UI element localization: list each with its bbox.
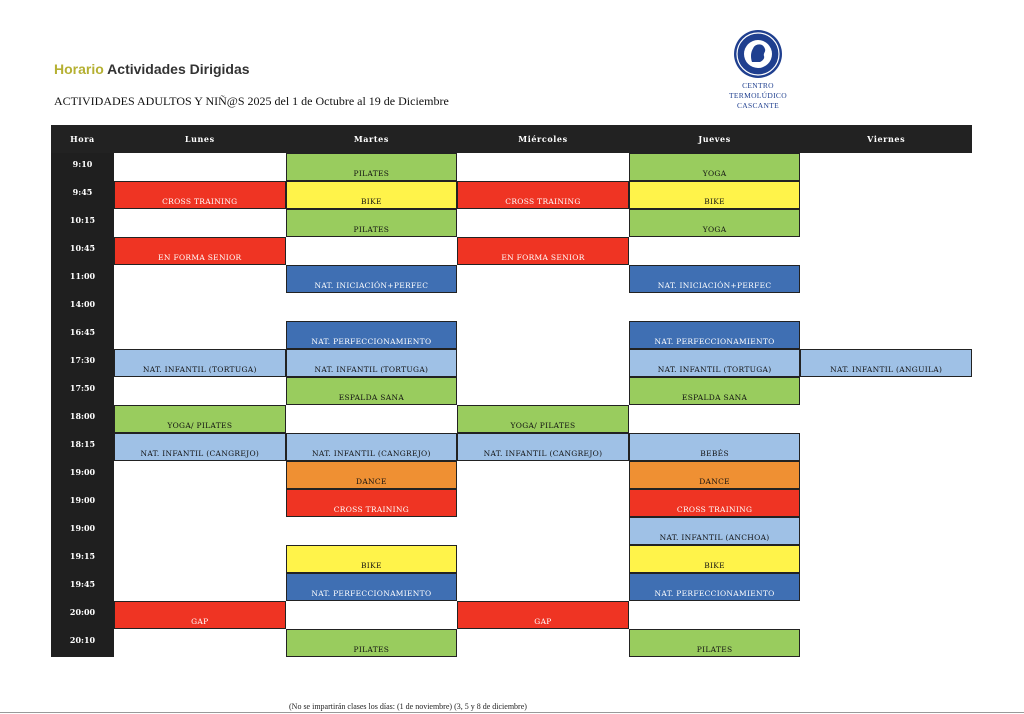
activity-cell: DANCE bbox=[629, 461, 801, 489]
activity-cell: NAT. PERFECCIONAMIENTO bbox=[286, 573, 458, 601]
activity-cell: GAP bbox=[457, 601, 629, 629]
activity-cell: NAT. INFANTIL (CANGREJO) bbox=[457, 433, 629, 461]
activity-cell: EN FORMA SENIOR bbox=[457, 237, 629, 265]
activity-cell: BEBÉS bbox=[629, 433, 801, 461]
activity-cell: NAT. INFANTIL (ANCHOA) bbox=[629, 517, 801, 545]
hour-cell: 18:00 bbox=[51, 405, 114, 433]
hour-cell: 19:00 bbox=[51, 461, 114, 489]
page-title bbox=[54, 61, 250, 77]
page-subtitle: ACTIVIDADES ADULTOS Y NIÑ@S 2025 del 1 de Octubre al 19 de Diciembre bbox=[54, 94, 449, 108]
hour-cell: 19:15 bbox=[51, 545, 114, 573]
hour-cell: 19:45 bbox=[51, 573, 114, 601]
activity-cell: NAT. INICIACIÓN+PERFEC bbox=[629, 265, 801, 293]
activity-cell: NAT. INFANTIL (ANGUILA) bbox=[800, 349, 972, 377]
column-header-miércoles: Miércoles bbox=[457, 125, 629, 153]
activity-cell: PILATES bbox=[629, 629, 801, 657]
hour-cell: 18:15 bbox=[51, 433, 114, 461]
activity-cell: BIKE bbox=[286, 545, 458, 573]
hour-cell: 17:50 bbox=[51, 377, 114, 405]
activity-cell: CROSS TRAINING bbox=[286, 489, 458, 517]
hour-cell: 10:15 bbox=[51, 209, 114, 237]
column-header-jueves: Jueves bbox=[629, 125, 801, 153]
centre-logo bbox=[724, 28, 792, 110]
logo-line-2: TERMOLÚDICO bbox=[729, 91, 787, 100]
column-header-martes: Martes bbox=[286, 125, 458, 153]
activity-cell: PILATES bbox=[286, 629, 458, 657]
activity-cell: EN FORMA SENIOR bbox=[114, 237, 286, 265]
hour-cell: 14:00 bbox=[51, 293, 114, 321]
activity-cell: PILATES bbox=[286, 153, 458, 181]
hour-cell: 17:30 bbox=[51, 349, 114, 377]
activity-cell: DANCE bbox=[286, 461, 458, 489]
hour-cell: 19:00 bbox=[51, 517, 114, 545]
activity-cell: YOGA bbox=[629, 209, 801, 237]
logo-line-3: CASCANTE bbox=[737, 101, 779, 110]
closure-note: (No se impartirán clases los días: (1 de noviembre) (3, 5 y 8 de diciembre) bbox=[289, 702, 527, 711]
medallion-icon bbox=[732, 28, 784, 80]
activity-cell: CROSS TRAINING bbox=[114, 181, 286, 209]
activity-cell: PILATES bbox=[286, 209, 458, 237]
logo-line-1: CENTRO bbox=[742, 81, 774, 90]
hour-cell: 20:00 bbox=[51, 601, 114, 629]
activity-cell: YOGA bbox=[629, 153, 801, 181]
activity-cell: BIKE bbox=[629, 545, 801, 573]
activity-cell: CROSS TRAINING bbox=[629, 489, 801, 517]
activity-cell: NAT. INFANTIL (TORTUGA) bbox=[114, 349, 286, 377]
activity-cell: NAT. PERFECCIONAMIENTO bbox=[286, 321, 458, 349]
activity-cell: ESPALDA SANA bbox=[629, 377, 801, 405]
hour-cell: 10:45 bbox=[51, 237, 114, 265]
hour-cell: 9:10 bbox=[51, 153, 114, 181]
activity-cell: NAT. INFANTIL (CANGREJO) bbox=[114, 433, 286, 461]
activity-cell: YOGA/ PILATES bbox=[114, 405, 286, 433]
title-accent: Horario bbox=[54, 61, 104, 77]
activity-cell: NAT. INFANTIL (TORTUGA) bbox=[286, 349, 458, 377]
activity-cell: BIKE bbox=[286, 181, 458, 209]
column-header-lunes: Lunes bbox=[114, 125, 286, 153]
column-header-viernes: Viernes bbox=[800, 125, 972, 153]
hour-cell: 11:00 bbox=[51, 265, 114, 293]
activity-cell: NAT. INFANTIL (TORTUGA) bbox=[629, 349, 801, 377]
hour-cell: 16:45 bbox=[51, 321, 114, 349]
column-header-hora: Hora bbox=[51, 125, 114, 153]
hour-cell: 19:00 bbox=[51, 489, 114, 517]
activity-cell: NAT. PERFECCIONAMIENTO bbox=[629, 321, 801, 349]
hour-cell: 20:10 bbox=[51, 629, 114, 657]
activity-cell: NAT. INFANTIL (CANGREJO) bbox=[286, 433, 458, 461]
hour-cell: 9:45 bbox=[51, 181, 114, 209]
activity-cell: BIKE bbox=[629, 181, 801, 209]
activity-cell: ESPALDA SANA bbox=[286, 377, 458, 405]
activity-cell: GAP bbox=[114, 601, 286, 629]
title-rest: Actividades Dirigidas bbox=[107, 61, 250, 77]
activity-cell: NAT. PERFECCIONAMIENTO bbox=[629, 573, 801, 601]
schedule-table bbox=[51, 125, 972, 656]
activity-cell: NAT. INICIACIÓN+PERFEC bbox=[286, 265, 458, 293]
activity-cell: YOGA/ PILATES bbox=[457, 405, 629, 433]
page-bottom-rule bbox=[0, 712, 1024, 713]
activity-cell: CROSS TRAINING bbox=[457, 181, 629, 209]
